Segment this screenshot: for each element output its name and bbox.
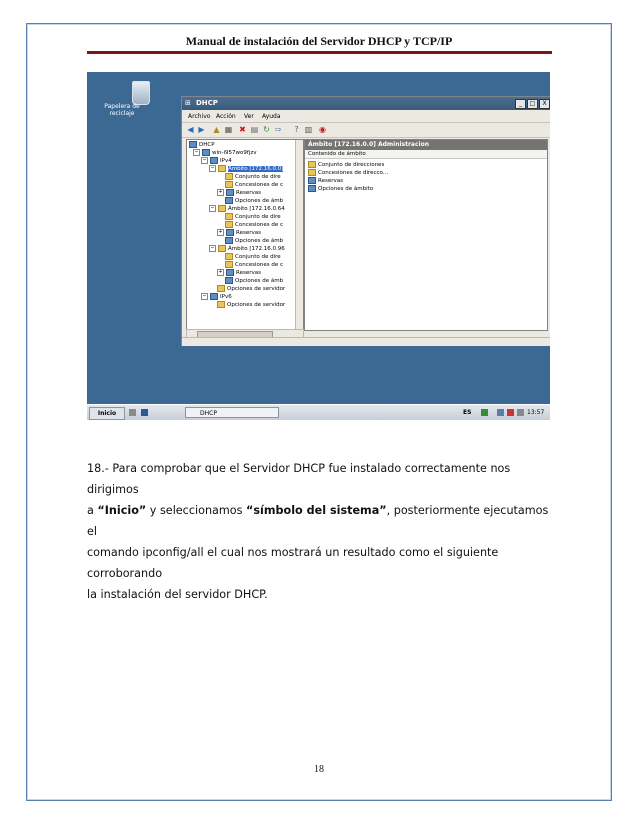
tree-node[interactable]: Opciones de ámb <box>225 197 283 205</box>
menu-archivo[interactable]: Archivo <box>188 113 211 120</box>
tree-node[interactable]: − Ámbito [172.16.0.0] <box>210 165 284 172</box>
column-header[interactable]: Contenido de ámbito <box>305 150 547 159</box>
taskbar-dhcp-button[interactable]: DHCP <box>185 407 279 418</box>
tree-node[interactable]: Conjunto de dire <box>225 213 281 221</box>
properties-icon[interactable]: ▤ <box>250 125 259 134</box>
body-paragraph <box>87 458 552 605</box>
restore-button[interactable]: □ <box>527 99 538 109</box>
tree-node[interactable]: DHCP <box>189 141 215 149</box>
dhcp-window <box>181 96 550 346</box>
page-number: 18 <box>314 764 324 775</box>
tree-node[interactable]: Opciones de ámb <box>225 277 283 285</box>
language-indicator[interactable]: ES <box>463 409 472 416</box>
body-line: comando ipconfig/all el cual nos mostrará un resultado como el siguiente corroborando <box>87 546 499 580</box>
tray-icon[interactable] <box>507 409 514 416</box>
tree-node[interactable]: Opciones de servidor <box>217 301 285 309</box>
tree-node[interactable]: − IPv6 <box>202 293 232 300</box>
body-line: la instalación del servidor DHCP. <box>87 588 268 601</box>
network-tray-icon[interactable] <box>481 409 488 416</box>
show-tree-icon[interactable]: ▦ <box>224 125 233 134</box>
list-item[interactable]: Conjunto de direcciones <box>308 161 384 169</box>
tree-node[interactable]: + Reservas <box>218 229 261 236</box>
stop-icon[interactable]: ◉ <box>319 125 326 134</box>
tree-pane <box>186 139 304 331</box>
view-icon[interactable]: ▥ <box>304 125 313 134</box>
export-icon[interactable]: ⇨ <box>275 125 282 134</box>
menu-ver[interactable]: Ver <box>244 113 254 120</box>
tree-node[interactable]: − IPv4 <box>202 157 232 164</box>
menu-accion[interactable]: Acción <box>216 113 236 120</box>
volume-icon[interactable] <box>517 409 524 416</box>
taskbar <box>87 404 550 420</box>
tree-node[interactable]: Concesiones de c <box>225 261 283 269</box>
close-button[interactable]: X <box>539 99 550 109</box>
list-item[interactable]: Reservas <box>308 177 343 185</box>
toolbar <box>182 122 550 138</box>
tree-node[interactable]: Concesiones de c <box>225 221 283 229</box>
tree-node[interactable]: − win-i957wo9fjzv <box>194 149 257 156</box>
tree-node[interactable]: + Reservas <box>218 189 261 196</box>
list-item[interactable]: Opciones de ámbito <box>308 185 373 193</box>
tree-node[interactable]: + Reservas <box>218 269 261 276</box>
tree-node[interactable]: Opciones de ámb <box>225 237 283 245</box>
page-header-title: Manual de instalación del Servidor DHCP y TCP/IP <box>185 34 453 48</box>
body-line: a “Inicio” y seleccionamos “símbolo del sistema”, posteriormente ejecutamos el <box>87 504 549 538</box>
tree-vertical-scrollbar[interactable] <box>295 140 303 330</box>
up-folder-icon[interactable]: ▲ <box>213 125 220 134</box>
menu-ayuda[interactable]: Ayuda <box>262 113 281 120</box>
quicklaunch-icon[interactable] <box>129 409 136 416</box>
forward-icon[interactable]: ▶ <box>198 125 205 134</box>
detail-pane <box>304 139 548 331</box>
delete-icon[interactable]: ✖ <box>239 125 246 134</box>
window-title: DHCP <box>196 99 218 107</box>
menu-bar <box>182 110 550 122</box>
quicklaunch-icon[interactable] <box>141 409 148 416</box>
tree-node[interactable]: − Ámbito [172.16.0.96 <box>210 245 285 252</box>
tray-icon[interactable] <box>497 409 504 416</box>
refresh-icon[interactable]: ↻ <box>263 125 270 134</box>
clock: 13:57 <box>527 409 545 416</box>
status-bar <box>182 337 550 346</box>
recycle-bin-icon[interactable] <box>107 76 133 104</box>
embedded-screenshot <box>87 72 550 420</box>
back-icon[interactable]: ◀ <box>187 125 194 134</box>
detail-pane-header: Ámbito [172.16.0.0] Administracion <box>305 140 547 150</box>
start-button[interactable]: Inicio <box>89 407 125 420</box>
help-icon[interactable]: ? <box>294 125 299 134</box>
header-rule <box>87 51 552 54</box>
list-item[interactable]: Concesiones de direcco... <box>308 169 388 177</box>
tree-node[interactable]: Concesiones de c <box>225 181 283 189</box>
tree-node[interactable]: Conjunto de dire <box>225 253 281 261</box>
recycle-bin-label: Papelera de reciclaje <box>104 103 140 117</box>
tree-node[interactable]: Opciones de servidor <box>217 285 285 293</box>
window-titlebar[interactable] <box>182 97 550 110</box>
body-line: 18.- Para comprobar que el Servidor DHCP fue instalado correctamente nos dirigimos <box>87 462 511 496</box>
dhcp-app-icon: ⊞ <box>185 99 191 107</box>
tree-node[interactable]: − Ámbito [172.16.0.64 <box>210 205 285 212</box>
minimize-button[interactable]: _ <box>515 99 526 109</box>
tree-node[interactable]: Conjunto de dire <box>225 173 281 181</box>
